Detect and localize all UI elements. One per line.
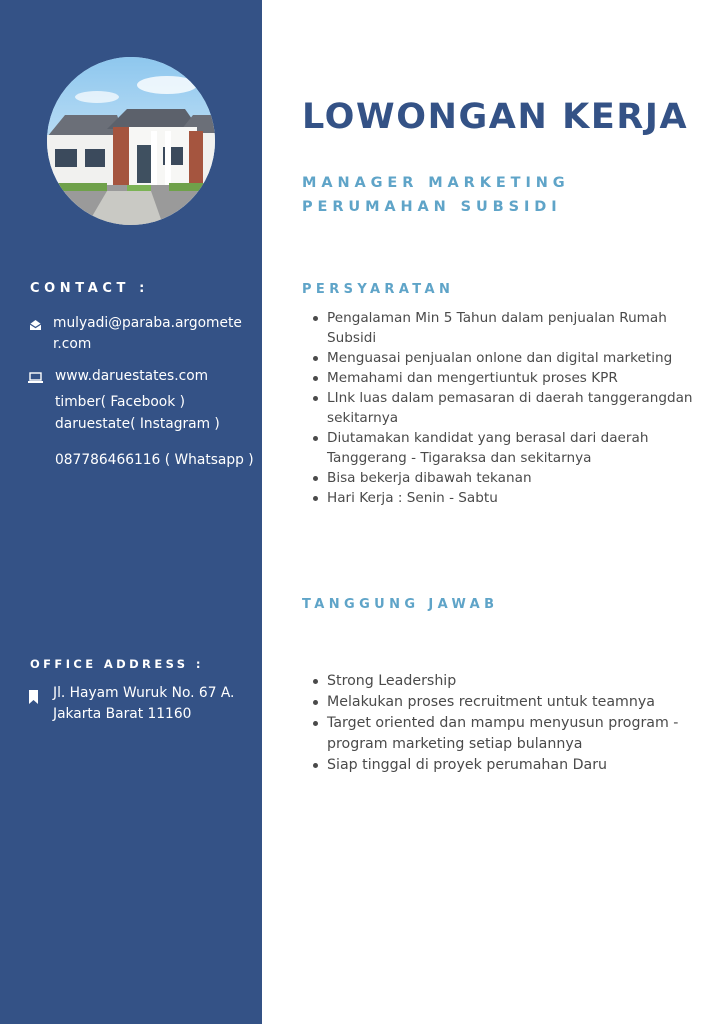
contact-heading: CONTACT : (30, 281, 149, 296)
contact-email[interactable]: mulyadi@paraba.argometer.com (53, 315, 242, 352)
requirement-item: Memahami dan mengertiuntuk proses KPR (327, 368, 712, 388)
requirements-list (327, 308, 712, 508)
responsibility-item: Melakukan proses recruitment untuk teamnya (327, 692, 712, 713)
office-heading: OFFICE ADDRESS : (30, 657, 204, 671)
contact-website[interactable]: www.daruestates.com (55, 368, 209, 384)
bookmark-icon (29, 689, 38, 708)
house-illustration (47, 57, 215, 225)
responsibility-item: Strong Leadership (327, 671, 712, 692)
requirements-heading: PERSYARATAN (302, 282, 455, 297)
requirement-item: LInk luas dalam pemasaran di daerah tanggerangdan sekitarnya (327, 388, 712, 428)
job-subtitle: MANAGER MARKETING PERUMAHAN SUBSIDI (302, 175, 570, 215)
requirement-item: Menguasai penjualan onlone dan digital marketing (327, 348, 712, 368)
sidebar (0, 0, 262, 1024)
requirement-item: Pengalaman Min 5 Tahun dalam penjualan Rumah Subsidi (327, 308, 712, 348)
contact-facebook: timber( Facebook ) (55, 394, 185, 410)
contact-instagram: daruestate( Instagram ) (55, 416, 220, 432)
office-address-line2: Jakarta Barat 11160 (53, 706, 192, 722)
page-title: LOWONGAN KERJA (302, 97, 689, 137)
requirement-item: Bisa bekerja dibawah tekanan (327, 468, 712, 488)
office-address-line1: Jl. Hayam Wuruk No. 67 A. (53, 685, 235, 701)
requirement-item: Hari Kerja : Senin - Sabtu (327, 488, 712, 508)
contact-whatsapp: 087786466116 ( Whatsapp ) (55, 452, 254, 468)
responsibility-item: Siap tinggal di proyek perumahan Daru (327, 755, 712, 776)
responsibilities-heading: TANGGUNG JAWAB (302, 597, 499, 612)
requirement-item: Diutamakan kandidat yang berasal dari daerah Tanggerang - Tigaraksa dan sekitarnya (327, 428, 712, 468)
envelope-icon (29, 316, 42, 335)
responsibility-item: Target oriented dan mampu menyusun program - program marketing setiap bulannya (327, 713, 712, 755)
house-photo (47, 57, 215, 225)
laptop-icon (28, 368, 43, 387)
responsibilities-list (327, 671, 712, 776)
